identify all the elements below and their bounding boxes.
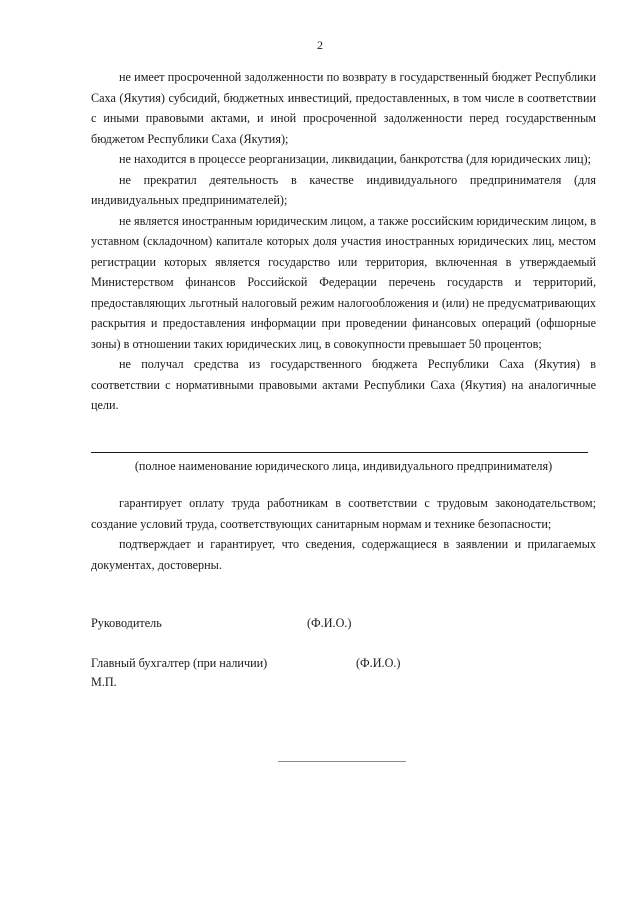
- signature-accountant-label: Главный бухгалтер (при наличии): [91, 656, 268, 670]
- signature-head-label: Руководитель: [91, 616, 162, 630]
- requirements-list: [91, 67, 596, 416]
- paragraph-no-reorganization: не находится в процессе реорганизации, ликвидации, банкротства (для юридических лиц);: [119, 152, 591, 166]
- paragraph-confirms-accuracy: подтверждает и гарантирует, что сведения, содержащиеся в заявлении и прилагаемых документах, достоверны.: [91, 537, 596, 572]
- guarantees-list: [91, 493, 596, 575]
- paragraph-not-ceased-activity: не прекратил деятельность в качестве индивидуального предпринимателя (для индивидуальных предпринимателей);: [91, 172, 596, 207]
- paragraph-not-foreign-entity: не является иностранным юридическим лицом, а также российским юридическим лицом, в уставном (складочном) капитале которых доля участия иностранных юридических лиц, местом регистрации которых является государство или территория, включенная в утверждаемый Министерством финансов Российской Федерации перечень государств и территорий, предоставляющих льготный налоговый режим налогообложения и (или) не предусматривающих раскрытия и предоставления информации при проведении финансовых операций (офшорные зоны) в отношении таких юридических лиц, в совокупности превышает 50 процентов;: [91, 213, 596, 351]
- end-of-document-line: [278, 761, 406, 762]
- entity-name-caption: (полное наименование юридического лица, индивидуального предпринимателя): [134, 459, 553, 473]
- entity-name-fill-line: [91, 452, 588, 453]
- paragraph-no-other-funds: не получал средства из государственного бюджета Республики Саха (Якутия) в соответствии с нормативными правовыми актами Республики Саха (Якутия) на аналогичные цели.: [91, 357, 596, 412]
- paragraph-no-overdue-debt: не имеет просроченной задолженности по возврату в государственный бюджет Республики Саха (Якутия) субсидий, бюджетных инвестиций, предоставленных, в том числе в соответствии с иными правовыми актами, и иной просроченной задолженности перед государственным бюджетом Республики Саха (Якутия);: [91, 70, 596, 146]
- signature-head-fio: (Ф.И.О.): [307, 616, 352, 630]
- page-number: 2: [317, 38, 323, 52]
- paragraph-guarantees-wages: гарантирует оплату труда работникам в соответствии с трудовым законодательством; создание условий труда, соответствующих санитарным нормам и технике безопасности;: [91, 496, 596, 531]
- seal-placeholder: М.П.: [91, 675, 117, 689]
- signature-accountant-fio: (Ф.И.О.): [356, 656, 401, 670]
